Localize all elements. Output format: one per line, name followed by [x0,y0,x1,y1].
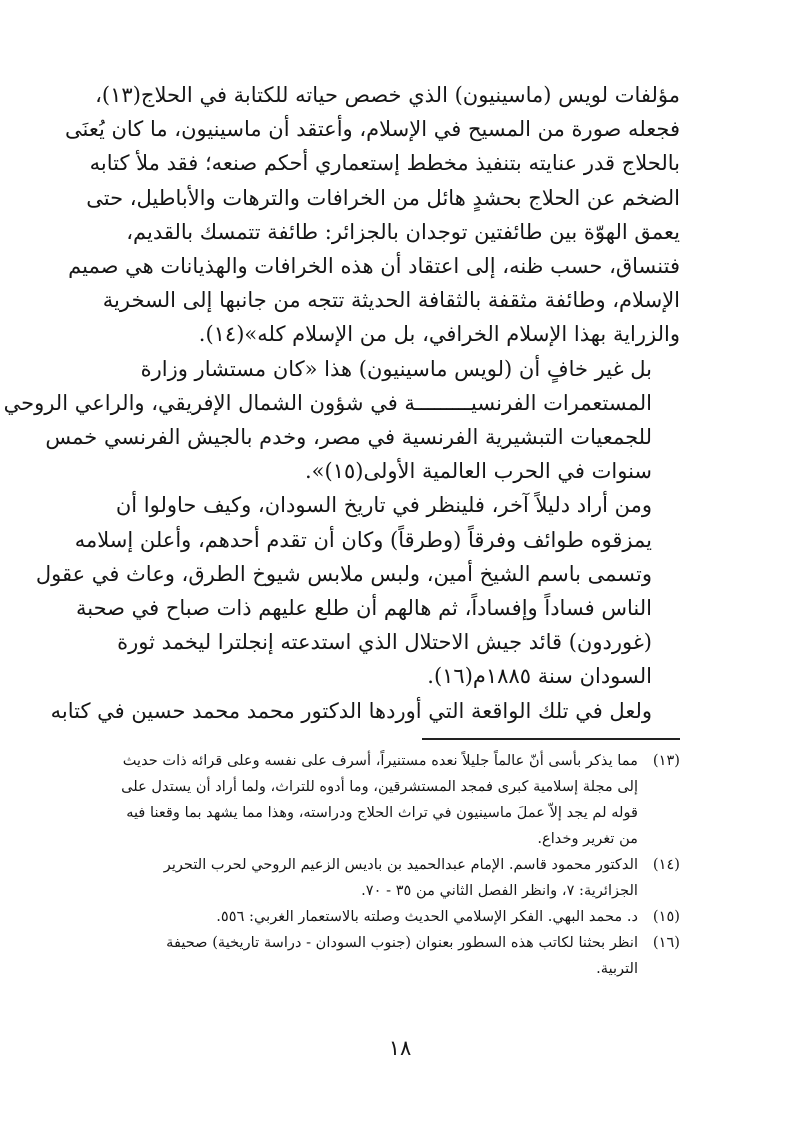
footnote-13 [112,748,680,852]
text-line: وتسمى باسم الشيخ أمين، ولبس ملابس شيوخ الطرق، وعاث في عقول [35,561,652,586]
page-number: ١٨ [388,1036,412,1060]
text-line: (غوردون) قائد جيش الاحتلال الذي استدعته إنجلترا ليخمد ثورة [117,630,652,655]
text-line: سنوات في الحرب العالمية الأولى(١٥)». [305,459,652,484]
text-line: للجمعيات التبشيرية الفرنسية في مصر، وخدم بالجيش الفرنسي خمس [45,425,652,450]
footnote-text [112,904,638,930]
page-content [3,78,680,982]
text-line: المستعمرات الفرنسيـــــــــة في شؤون الشمال الإفريقي، والراعي الروحي [3,390,652,415]
text-line: والزراية بهذا الإسلام الخرافي، بل من الإسلام كله»(١٤). [198,322,680,347]
footnote-separator [422,738,680,740]
text-line: فتنساق، حسب ظنه، إلى اعتقاد أن هذه الخرافات والهذيانات هي صميم [68,254,680,279]
footnote-15 [112,904,680,930]
footnotes [112,748,680,982]
footnote-line: د. محمد البهي. الفكر الإسلامي الحديث وصلته بالاستعمار الغربي: ٥٥٦. [216,907,638,925]
footnote-line: من تغرير وخداع. [537,829,638,847]
footnote-number: (١٣) [652,751,680,769]
footnote-text [112,748,638,852]
footnote-line: مما يذكر بأسى أنّ عالماً جليلاً نعده مستنيراً، أسرف على نفسه وعلى قرائه ذات حديث [122,751,638,769]
text-line: الإسلام، وطائفة مثقفة بالثقافة الحديثة تتجه من جانبها إلى السخرية [102,288,680,313]
text-line: الناس فساداً وإفساداً، ثم هالهم أن طلع عليهم ذات صباح في صحبة [75,596,652,621]
body-paragraph-1 [64,78,680,352]
footnote-line: إلى مجلة إسلامية كبرى فمجد المستشرقين، وما أدوه للتراث، ولما أراد أن يستدل على [121,777,638,795]
footnote-line: التربية. [596,959,638,977]
footnote-line: انظر بحثنا لكاتب هذه السطور بعنوان (جنوب السودان - دراسة تاريخية) صحيفة [166,933,638,951]
footnote-line: قوله لم يجد إلاّ عملَ ماسينيون في تراث الحلاج ودراسته، وهذا مما يشهد بما وقعنا فيه [126,803,638,821]
body-paragraph-4 [50,694,680,728]
footnote-number: (١٥) [652,907,680,925]
text-line: السودان سنة ١٨٨٥م(١٦). [427,664,652,689]
text-line: مؤلفات لويس (ماسينيون) الذي خصص حياته للكتابة في الحلاج(١٣)، [95,83,680,107]
text-line: الضخم عن الحلاج بحشدٍ هائل من الخرافات والترهات والأباطيل، حتى [86,185,680,210]
text-line: فجعله صورة من المسيح في الإسلام، وأعتقد أن ماسينيون، ما كان يُعنَى [64,117,680,142]
body-paragraph-3 [35,488,680,693]
text-line: يمزقوه طوائف وفرقاً (وطرقاً) وكان أن تقدم أحدهم، وأعلن إسلامه [74,527,652,552]
text-line: يعمق الهوّة بين طائفتين توجدان بالجزائر: طائفة تتمسك بالقديم، [126,219,680,244]
text-line: ومن أراد دليلاً آخر، فلينظر في تاريخ السودان، وكيف حاولوا أن [115,493,652,518]
footnote-number: (١٦) [652,933,680,951]
text-line: بالحلاج قدر عنايته بتنفيذ مخطط إستعماري أحكم صنعه؛ فقد ملأ كتابه [89,151,680,176]
text-line: بل غير خافٍ أن (لويس ماسينيون) هذا «كان مستشار وزارة [140,356,652,381]
footnote-14 [112,852,680,904]
body-paragraph-2 [3,352,680,489]
footnote-text [112,930,638,982]
footnote-16 [112,930,680,982]
footnote-line: الجزائرية: ٧، وانظر الفصل الثاني من ٣٥ - ٧٠. [361,881,638,899]
footnote-text [112,852,638,904]
footnote-number: (١٤) [652,855,680,873]
text-line: ولعل في تلك الواقعة التي أوردها الدكتور محمد محمد حسين في كتابه [50,698,652,723]
footnote-line: الدكتور محمود قاسم. الإمام عبدالحميد بن باديس الزعيم الروحي لحرب التحرير [163,855,638,873]
